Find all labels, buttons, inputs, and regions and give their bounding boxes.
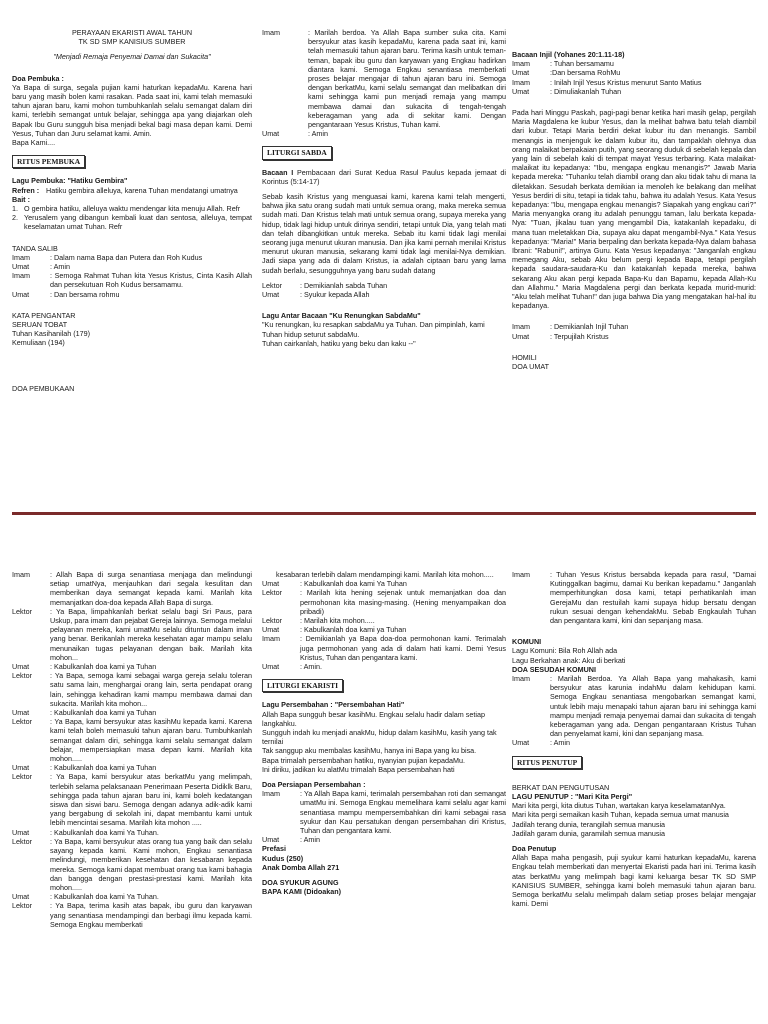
- kudus: Kudus (250): [262, 853, 304, 863]
- b2-prep-1-key: Umat: [262, 835, 280, 845]
- b1-row-4-key: Umat: [12, 708, 30, 718]
- injil-row-1-key: Umat: [512, 68, 530, 78]
- top-page: [0, 0, 768, 510]
- penutup-line-1: Mari kita pergi semaikan kasih Tuhan, kepada semua umat manusia: [512, 810, 729, 820]
- lagu-persembahan: Lagu Persembahan : "Persembahan Hati": [262, 700, 405, 710]
- persembahan-line-0: Allah Bapa sungguh besar kasihMu. Engkau selalu hadir dalam setiap langkahku.: [262, 709, 485, 728]
- lagu-komuni: Lagu Komuni: Bila Roh Allah ada: [512, 646, 618, 656]
- bottom-page: [0, 560, 768, 1024]
- b1-row-7-key: Lektor: [12, 772, 32, 782]
- page-divider: [12, 512, 756, 515]
- persembahan-line-4: Ini diriku, jadikan ku alatMu trimalah Bapa persembahan hati: [262, 764, 455, 774]
- bait-1: O gembira hatiku, alleluya waktu mendengar kita menuju Allah. Refr: [24, 204, 241, 214]
- end-row-0-key: Imam: [512, 322, 530, 332]
- b1-row-11-key: Lektor: [12, 901, 32, 911]
- lagu-berkahan: Lagu Berkahan anak: Aku di berkati: [512, 655, 626, 665]
- motto: "Menjadi Remaja Penyemai Damai dan Sukacita": [53, 52, 211, 62]
- bait-label: Bait :: [12, 194, 30, 204]
- b1-row-4-text: : Kabulkanlah doa kami ya Tuhan: [50, 708, 157, 718]
- lagu-pembuka: Lagu Pembuka: "Hatiku Gembira": [12, 176, 128, 186]
- doa-syukur-agung: DOA SYUKUR AGUNG: [262, 878, 339, 888]
- b1-row-0-text: : Allah Bapa di surga senantiasa menjaga dan melindungi setiap umatNya, menjauhkan dari segala kesulitan dan memberikan daya semangat kepada kami. Marilah kita memanjatkan doa-doa kepada Allah Bapa di surga.: [50, 570, 252, 607]
- persembahan-line-1: Sungguh indah ku menjadi anakMu, hidup dalam kasihMu, kasih yang tak ternilai: [262, 728, 497, 747]
- b1-row-0-key: Imam: [12, 570, 30, 579]
- b2-row-2-key: Lektor: [262, 616, 282, 626]
- b1-row-6-text: : Kabulkanlah doa kami ya Tuhan: [50, 763, 157, 773]
- top-column-1: PERAYAAN EKARISTI AWAL TAHUN TK SD SMP KANISIUS SUMBER "Menjadi Remaja Penyemai Damai dan Sukacita" Doa Pembuka : Ya Bapa di surga, segala pujian kami haturkan kepadaMu. Karena hari baru yang masih bolen kami rasakan. Pada saat ini, kami telah memasuki tahun ajaran baru, kami mohon tumbuhkanlah selalu semangat dalam diri kami, terlebih semangat untuk belajar, sehingga apa yang diajarkan oleh Bapak Ibu Guru sungguh bisa menjadi bekal bagi masa depan kami. Demi Yesus, Tuhan dan Juru selamat kami. Amin. Bapa Kami.... RITUS PEMBUKA Lagu Pembuka: "Hatiku Gembira" Refren : Hatiku gembira alleluya, karena Tuhan mendatangi umatnya Bait : 1. O gembira hatiku, alleluya waktu mendengar kita menuju Allah. Refr 2. Yerusalem yang dibangun kembali kuat dan sentosa, alleluya, tempat keselamatan umat Tuhan. Refr TANDA SALIB Imam : Dalam nama Bapa dan Putera dan Roh Kudus Umat : Amin Imam : Semoga Rahmat Tuhan kita Yesus Kristus, Cinta Kasih Allah dan persekutuan Roh Kudus bersamamu. Umat : Dan bersama rohmu KATA PENGANTAR SERUAN TOBAT Tuhan Kasihanilah (179) Kemuliaan (194) DOA PEMBUKAAN: [12, 28, 252, 393]
- bait-2: Yerusalem yang dibangun kembali kuat dan sentosa, alleluya, tempat keselamatan umat Tuhan. Refr: [24, 213, 252, 232]
- doc-title-2: TK SD SMP KANISIUS SUMBER: [78, 37, 186, 47]
- b3-imam2-text: : Marilah Berdoa. Ya Allah Bapa yang mahakasih, kami bersyukur atas karunia indahMu dalam kehidupan kami. Semoga Engkau senantiasa mengobarkan semangat kami, untuk lebih maju menapaki tahun ajaran baru ini sehingga kami mampu menjadi remaja penyemai damai dan sukacita di tengah keberagaman yang ada. Dengan pengantaraan Kristus Tuhan dan penyelamat kami, kini dan sepanjang masa.: [550, 674, 756, 739]
- seruan-tobat: SERUAN TOBAT: [12, 320, 68, 330]
- b2-row-3-key: Umat: [262, 625, 280, 635]
- imam-key: Imam: [262, 28, 280, 37]
- injil-heading: Bacaan Injil (Yohanes 20:1.11-18): [512, 50, 625, 59]
- bacaan-1-heading: Bacaan I: [262, 167, 294, 177]
- injil-row-0-key: Imam: [512, 59, 530, 69]
- b1-row-9-key: Lektor: [12, 836, 32, 846]
- ts-2-key: Imam: [12, 271, 30, 281]
- b1-row-10-text: : Kabulkanlah doa kami Ya Tuhan.: [50, 892, 159, 902]
- b1-row-2-key: Umat: [12, 662, 30, 672]
- b1-row-5-text: : Ya Bapa, kami bersyukur atas kasihMu kepada kami. Karena kami telah boleh memasuki tahun ajaran baru. Tumbuhkanlah semangat dalam diri, sehingga kami selalu semangat dalam belajar, mempersiapkan masa depan kami. Marilah kita mohon.....: [50, 717, 252, 764]
- b2-row-4-text: : Demikianlah ya Bapa doa-doa permohonan kami. Terimalah juga permohonan yang ada di dalam hati kami. Demi Yesus Kristus, Tuhan dan pengantara kami.: [300, 634, 506, 662]
- b1-row-1-text: : Ya Bapa, limpahkanlah berkat selalu bagi Sri Paus, para Uskup, para imam dan pejabat Gereja lainnya. Semoga melalui pelayanan mereka, kami umatMu selalu dituntun dalam iman yang benar. Berikanlah mereka kesehatan agar mampu selalu menunaikan tugas pelayanan dengan baik. Marilah kita mohon...: [50, 606, 252, 662]
- b3-umat-text: : Amin: [550, 738, 570, 748]
- komuni: KOMUNI: [512, 637, 542, 647]
- liturgi-sabda-header: LITURGI SABDA: [262, 146, 332, 159]
- penutup-line-3: Jadilah garam dunia, garamilah semua manusia: [512, 828, 666, 838]
- lagu-antar-line-2: Tuhan cairkanlah, hatiku yang beku dan kaku --": [262, 338, 416, 348]
- umat-amin: : Amin: [308, 129, 328, 139]
- refren-text: Hatiku gembira alleluya, karena Tuhan mendatangi umatnya: [46, 185, 238, 195]
- umat-2-key: Umat: [262, 290, 280, 300]
- b2-row-1-key: Lektor: [262, 588, 282, 598]
- ritus-pembuka-header: RITUS PEMBUKA: [12, 155, 85, 168]
- ts-1-key: Umat: [12, 262, 30, 272]
- refren-key: Refren :: [12, 185, 40, 195]
- injil-row-3-key: Umat: [512, 86, 530, 96]
- b3-imam2-key: Imam: [512, 674, 530, 684]
- kata-pengantar: KATA PENGANTAR: [12, 310, 76, 320]
- b2-row-0-text: : Kabulkanlah doa kami Ya Tuhan: [300, 579, 407, 589]
- b3-imam-key: Imam: [512, 570, 530, 579]
- bapa-kami: Bapa Kami....: [12, 138, 56, 148]
- top-column-3: [512, 50, 756, 371]
- b1-row-10-key: Umat: [12, 892, 30, 902]
- top-column-2: [262, 28, 506, 348]
- b2-continuation: kesabaran terlebih dalam mendampingi kami. Marilah kita mohon.....: [276, 570, 494, 579]
- lektor-key: Lektor: [262, 280, 282, 290]
- b1-row-7-text: : Ya Bapa, kami bersyukur atas berkatMu yang melimpah, terlebih selama pelaksanaan Penerimaan Peserta Didiklk Baru, sehingga pada tahun ajaran baru ini, kami boleh kedatangan siswa dan siswi baru. Semoga dengan adanya adik-adik kami yang bergabung di sekolah ini, dapat membantu kami untuk lebih mencintai sesama. Marilah kita mohon .....: [50, 772, 252, 828]
- doa-pembukaan: DOA PEMBUKAAN: [12, 383, 75, 393]
- ts-2-text: : Semoga Rahmat Tuhan kita Yesus Kristus, Cinta Kasih Allah dan persekutuan Roh Kudus bersamamu.: [50, 271, 252, 290]
- bottom-column-2: [262, 570, 506, 897]
- bacaan-1-title: Pembacaan dari Surat Kedua Rasul Paulus kepada jemaat di Korintus (5:14-17): [262, 167, 506, 186]
- kemuliaan: Kemuliaan (194): [12, 338, 65, 348]
- berkat-pengutusan: BERKAT DAN PENGUTUSAN: [512, 782, 610, 792]
- umat-key: Umat: [262, 129, 280, 139]
- imam-prayer: : Marilah berdoa. Ya Allah Bapa sumber suka cita. Kami bersyukur atas kasih kepadaMu, karena pada saat ini, kami telah memasuki tahun ajaran baru. Terima kasih untuk teman-teman, bapak ibu guru dan karyawan yang Engkau hadirkan diantara kami. Semoga Engkau senantiasa memberkati proses belajar mengajar di tahun ajaran baru ini. Semoga dengan berkatMu, kami selalu semangat dan melibatkan diri kami sehingga kami pun menjadi remaja yang mampu membawa damai dan sukacita di tengah-tengah keberagaman yang ada di sekitar kami. Dengan pengantaraan Yesus Kristus, Tuhan kami.: [308, 28, 506, 130]
- bapa-kami-didoakan: BAPA KAMI (Didoakan): [262, 887, 342, 897]
- b1-row-8-key: Umat: [12, 827, 30, 837]
- doa-umat: DOA UMAT: [512, 362, 550, 372]
- b2-row-5-key: Umat: [262, 662, 280, 672]
- injil-row-2-text: : Inilah Injil Yesus Kristus menurut Santo Matius: [550, 77, 702, 87]
- homili: HOMILI: [512, 352, 537, 362]
- b2-prep-0-text: : Ya Allah Bapa kami, terimalah persembahan roti dan semangat umatMu ini. Semoga Engkau memelihara kami selalu agar kami senantiasa mampu mempersembahkan diri kami sebagai rasa syukur dan Kau persatukan dengan persembahan diri Kristus, Tuhan dan pengantara kami.: [300, 789, 506, 836]
- injil-row-1-text: :Dan bersama RohMu: [550, 68, 621, 78]
- b2-row-2-text: : Marilah kita mohon.....: [300, 616, 375, 626]
- b2-row-4-key: Imam: [262, 634, 280, 644]
- ts-1-text: : Amin: [50, 262, 70, 272]
- injil-row-3-text: : Dimuliakanlah Tuhan: [550, 86, 622, 96]
- b1-row-9-text: : Ya Bapa, kami bersyukur atas orang tua yang baik dan selalu sayang kepada kami. Kami mohon, Engkau senantiasa melindungi, memberikan kesehatan dan kesabaran kepada mereka. Semoga kami dapat membuat orang tua kami bahagia dan bangga dengan prestasi-prestasi kami. Marilah kita mohon.....: [50, 836, 252, 892]
- doa-penutup-heading: Doa Penutup: [512, 844, 557, 854]
- injil-row-2-key: Imam: [512, 77, 530, 87]
- injil-row-0-text: : Tuhan bersamamu: [550, 59, 614, 69]
- tanda-salib-heading: TANDA SALIB: [12, 243, 58, 253]
- b2-prep-1-text: : Amin: [300, 835, 320, 845]
- end-row-0-text: : Demikianlah Injil Tuhan: [550, 322, 629, 332]
- penutup-line-0: Mari kita pergi, kita diutus Tuhan, wartakan karya keselamatanNya.: [512, 801, 726, 811]
- bacaan-1-text: Sebab kasih Kristus yang menguasai kami, karena kami telah mengerti, bahwa jika satu orang sudah mati untuk semua orang, maka mereka semua sudah mati. Dan Kristus telah mati untuk semua orang, supaya mereka yang hidup, tidak lagi hidup untuk dirinya sendiri, tetapi untuk Dia, yang telah mati dan telah dibangkitkan untuk mereka. Sebab itu kami tidak lagi menilai seorang juga menurut ukuran manusia. Dan jika kami pernah menilai Kristus menurut ukuran manusia, sekarang kami tidak lagi menilai-Nya demikian. Jadi siapa yang ada di dalam Kristus, ia adalah ciptaan baru yang lama sudah berlalu, sesungguhnya yang baru sudah datang: [262, 192, 506, 275]
- b1-row-3-key: Lektor: [12, 671, 32, 681]
- penutup-line-2: Jadilah terang dunia, terangilah semua manusia: [512, 819, 666, 829]
- bottom-column-3: [512, 570, 756, 909]
- ts-0-key: Imam: [12, 252, 30, 262]
- b1-row-8-text: : Kabulkanlah doa kami Ya Tuhan.: [50, 827, 159, 837]
- kasihanilah: Tuhan Kasihanilah (179): [12, 329, 91, 339]
- doa-pembuka-text: Ya Bapa di surga, segala pujian kami haturkan kepadaMu. Karena hari baru yang masih bolen kami rasakan. Pada saat ini, kami telah memasuki tahun ajaran baru, kami mohon tumbuhkanlah selalu semangat dalam diri kami, terlebih semangat untuk belajar, sehingga apa yang diajarkan oleh Bapak Ibu Guru sungguh bisa menjadi bekal bagi masa depan kami. Demi Yesus, Tuhan dan Juru selamat kami. Amin.: [12, 82, 252, 138]
- ts-0-text: : Dalam nama Bapa dan Putera dan Roh Kudus: [50, 252, 203, 262]
- bottom-column-1: [12, 570, 252, 929]
- liturgi-ekaristi-header: LITURGI EKARISTI: [262, 679, 343, 692]
- end-row-1-text: : Terpujilah Kristus: [550, 331, 609, 341]
- lagu-antar-heading: Lagu Antar Bacaan "Ku Renungkan SabdaMu": [262, 311, 421, 321]
- b1-row-5-key: Lektor: [12, 717, 32, 727]
- b3-imam-text: : Tuhan Yesus Kristus bersabda kepada para rasul, "Damai Kutinggalkan bagimu, damai Ku berikan kepadamu." Janganlah memperhitungkan dosa kami, tetapi perhatikanlah iman GerejaMu dan restuilah kami supaya hidup bersatu dengan rukun sesuai dengan kehendakMu. Sebab Engkaulah Tuhan dan pengantara kami, kini dan sepanjang masa.: [550, 570, 756, 626]
- doc-title-1: PERAYAAN EKARISTI AWAL TAHUN: [71, 28, 193, 37]
- b2-prep-0-key: Imam: [262, 789, 280, 799]
- b1-row-6-key: Umat: [12, 763, 30, 773]
- b2-row-5-text: : Amin.: [300, 662, 322, 672]
- lagu-antar-line-1: "Ku renungkan, ku resapkan sabdaMu ya Tuhan. Dan pimpinlah, kami Tuhan hidup seturut sabdaMu.: [262, 320, 485, 339]
- b1-row-1-key: Lektor: [12, 606, 32, 616]
- b2-row-0-key: Umat: [262, 579, 280, 589]
- injil-text: Pada hari Minggu Paskah, pagi-pagi benar ketika hari masih gelap, pergilah Maria Magdalena ke kubur Yesus, dan la melihat bahwa batu telah diambil dari kubur. Tetapi Maria berdiri dekat kubur itu dan menangis. Sambil menangis ia menjenguk ke dalam kubur itu, dan tampaklah olehnya dua orang malaikat berpakaian putih, yang seorang duduk di sebelah kepala dan yang lain di sebelah kaki di tempat mayat Yesus terbaring. Kata malaikat-malaikat itu kepadanya: "Ibu, mengapa engkau menangis?" Jawab Maria kepada mereka: "Tuhanku telah diambil orang dan aku tidak tahu di mana Ia diletakkan. Sesudah berkata demikian ia menoleh ke belakang dan melihat Yesus berdiri di situ, tetapi ia tidak tahu, bahwa itu adalah Yesus. Kata Yesus kepadanya: "Ibu, mengapa engkau menangis? Siapakah yang engkau cari?" Maria menyangka orang itu adalah penunggu taman, lalu berkata kepada-Nya: "Tuan, jikalau tuan yang mengambil Dia, katakanlah kepadaku, di mana tuan meletakkan Dia, supaya aku dapat mengambil-Nya." Kata Yesus kepadanya: "Maria!" Maria berpaling dan berkata kepada-Nya dalam bahasa Ibrani: "Rabuni!", artinya Guru. Kata Yesus kepadanya: "Janganlah engkau memegang Aku, sebab Aku belum pergi kepada Bapa, tetapi pergilah kepada saudara-saudara-Ku dan katakanlah kepada mereka, bahwa sekarang Aku akan pergi kepada Bapa-Ku dan Bapamu, kepada Allah-Ku dan Allahmu." Maria Magdalena pergi dan berkata kepada murid-murid: "Aku telah melihat Tuhan!" dan juga bahwa Dia yang mengatakan hal-hal itu kepadanya.: [512, 108, 756, 311]
- b1-row-3-text: : Ya Bapa, semoga kami sebagai warga gereja selalu toleran satu sama lain, menghargai orang lain, serta pendapat orang lain, sehingga kehadiran kami mampu membawa damai dan sukacita. Marilah kita mohon...: [50, 671, 252, 708]
- end-row-1-key: Umat: [512, 331, 530, 341]
- doa-pembuka-heading: Doa Pembuka :: [12, 73, 64, 83]
- ts-3-text: : Dan bersama rohmu: [50, 289, 120, 299]
- prefasi: Prefasi: [262, 844, 286, 854]
- doa-penutup-text: Allah Bapa maha pengasih, puji syukur kami haturkan kepadaMu, karena Engkau telah memberkati dan menyertai Ekaristi pada hari ini. Terima kasih atas berkatMu yang melimpah bagi kami keluarga besar TK SD SMP KANISIUS SUMBER, sehingga kami boleh memasuki tahun ajaran baru. Semoga berkatMu selalu melimpah dalam setiap proses belajar mengajar kami. Demi: [512, 853, 756, 909]
- doa-persiapan: Doa Persiapan Persembahan :: [262, 780, 366, 790]
- b2-row-1-text: : Marilah kita hening sejenak untuk memanjatkan doa dan permohonan kita masing-masing. (Hening menyampaikan doa pribadi): [300, 588, 506, 616]
- doa-sesudah-komuni: DOA SESUDAH KOMUNI: [512, 664, 596, 674]
- persembahan-line-3: Bapa trimalah persembahan hatiku, nyanyian pujian kepadaMu.: [262, 755, 465, 765]
- anak-domba: Anak Domba Allah 271: [262, 862, 340, 872]
- b1-row-2-text: : Kabulkanlah doa kami ya Tuhan: [50, 662, 157, 672]
- b2-row-3-text: : Kabulkanlah doa kami ya Tuhan: [300, 625, 407, 635]
- ritus-penutup-header: RITUS PENUTUP: [512, 756, 582, 769]
- lagu-penutup: LAGU PENUTUP : "Mari Kita Pergi": [512, 792, 633, 802]
- umat-2-text: : Syukur kepada Allah: [300, 290, 370, 300]
- b1-row-11-text: : Ya Bapa, terima kasih atas bapak, ibu guru dan karyawan yang senantiasa mendampingi dan berbagi ilmu kepada kami. Semoga Engkau memberkati: [50, 901, 252, 929]
- b3-umat-key: Umat: [512, 738, 530, 748]
- ts-3-key: Umat: [12, 289, 30, 299]
- lektor-text: : Demikianlah sabda Tuhan: [300, 280, 388, 290]
- persembahan-line-2: Tak sanggup aku membalas kasihMu, hanya ini Bapa yang ku bisa.: [262, 746, 477, 756]
